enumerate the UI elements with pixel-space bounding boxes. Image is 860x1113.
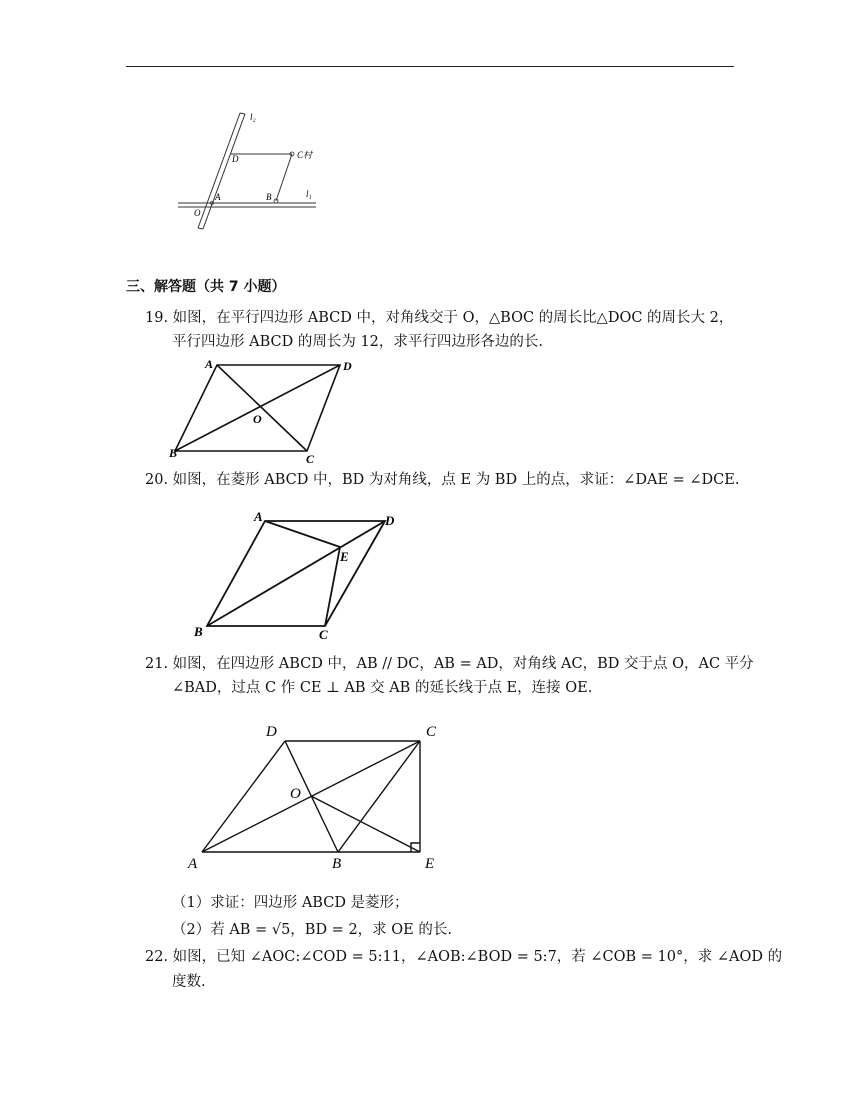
label-B: B <box>266 192 272 202</box>
q21-text-1: 如图，在四边形 ABCD 中，AB // DC，AB = AD，对角线 AC，BD 交于点 O，AC 平分 <box>172 656 754 672</box>
figure-q21-quadrilateral <box>180 718 450 876</box>
q20-label-A: A <box>254 509 263 524</box>
q21-label-O: O <box>290 786 301 802</box>
section-title: 三、解答题（共 7 小题） <box>126 279 286 295</box>
q20-line1 <box>145 469 739 491</box>
figure-q20-rhombus <box>190 505 410 645</box>
q19-label-O: O <box>253 412 262 426</box>
q21-label-D: D <box>266 724 277 740</box>
q19-label-C: C <box>306 452 315 466</box>
label-C-village: C村 <box>297 150 313 160</box>
label-l2: l₂ <box>250 112 256 122</box>
q22-text-1: 如图，已知 ∠AOC:∠COD = 5:11，∠AOB:∠BOD = 5:7，若 ∠COB = 10°，求 ∠AOD 的 <box>172 949 783 965</box>
q20-label-D: D <box>385 513 395 528</box>
q22-line2: 度数. <box>172 974 206 990</box>
q21-line1 <box>145 653 754 675</box>
q19-label-D: D <box>343 359 352 373</box>
q20-text-1: 如图，在菱形 ABCD 中，BD 为对角线，点 E 为 BD 上的点，求证：∠DAE = ∠DCE. <box>172 472 740 488</box>
q21-label-E: E <box>425 856 435 872</box>
figure-q19-parallelogram <box>165 355 365 465</box>
label-l1: l₁ <box>306 189 312 199</box>
q21-part1: （1）求证：四边形 ABCD 是菱形； <box>172 895 409 911</box>
q20-label-B: B <box>194 624 203 639</box>
q20-label-E: E <box>340 549 349 564</box>
label-O: O <box>194 208 201 218</box>
label-D: D <box>232 154 239 164</box>
q19-number: 19. <box>145 310 169 326</box>
q21-line2: ∠BAD，过点 C 作 CE ⊥ AB 交 AB 的延长线于点 E，连接 OE. <box>172 680 593 696</box>
q21-number: 21. <box>145 656 169 672</box>
q20-number: 20. <box>145 472 169 488</box>
label-A: A <box>215 192 221 202</box>
q19-line1 <box>145 307 733 329</box>
q19-line2: 平行四边形 ABCD 的周长为 12，求平行四边形各边的长. <box>172 334 544 350</box>
header-rule <box>126 66 734 67</box>
q21-part2: （2）若 AB = √5，BD = 2，求 OE 的长. <box>172 922 452 938</box>
q19-label-B: B <box>169 446 178 460</box>
q21-label-A: A <box>188 856 198 872</box>
q21-label-B: B <box>332 856 342 872</box>
q20-label-C: C <box>319 627 328 642</box>
q21-label-C: C <box>426 724 437 740</box>
q19-text-1: 如图，在平行四边形 ABCD 中，对角线交于 O，△BOC 的周长比△DOC 的周长大 2， <box>172 310 734 326</box>
figure-roads <box>170 108 330 238</box>
q22-line1 <box>145 946 782 968</box>
q22-number: 22. <box>145 949 169 965</box>
q19-label-A: A <box>205 357 214 371</box>
